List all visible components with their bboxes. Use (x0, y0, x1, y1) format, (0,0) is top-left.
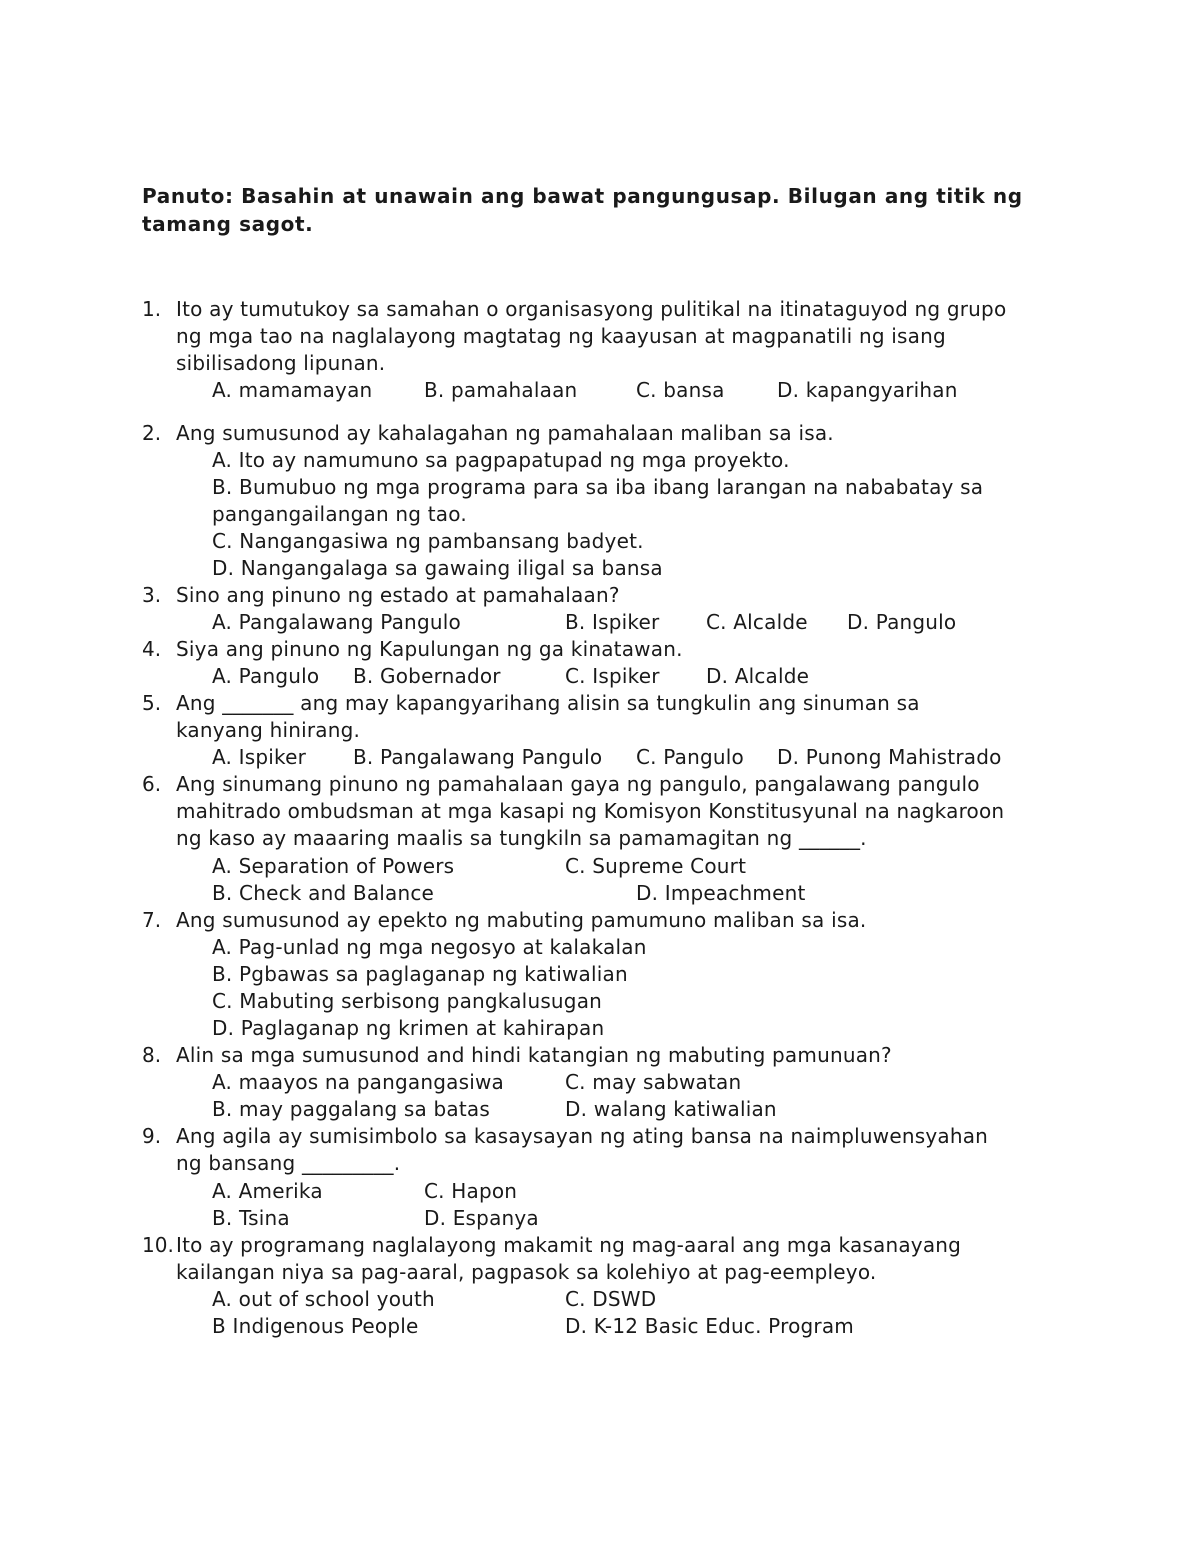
choice: D. walang katiwalian (565, 1097, 777, 1121)
choice: A. Separation of Powers (212, 854, 455, 878)
question-number: 8. (142, 1043, 162, 1067)
choice: D. Alcalde (706, 664, 810, 688)
question-number: 7. (142, 908, 162, 932)
question-number: 3. (142, 583, 162, 607)
choice: B Indigenous People (212, 1314, 419, 1338)
question-number: 5. (142, 691, 162, 715)
choice: B. Ispiker (565, 610, 660, 634)
question-text: Alin sa mga sumusunod and hindi katangian ng mabuting pamunuan? (176, 1043, 892, 1067)
choice: D. kapangyarihan (777, 378, 958, 402)
choice: B. Pgbawas sa paglaganap ng katiwalian (212, 962, 628, 986)
choice: A. Pangulo (212, 664, 320, 688)
choice: A. Pangalawang Pangulo (212, 610, 461, 634)
question-text: Sino ang pinuno ng estado at pamahalaan? (176, 583, 620, 607)
question-text: ng mga tao na naglalayong magtatag ng kaayusan at magpanatili ng isang (176, 324, 946, 348)
question-text: ng kaso ay maaaring maalis sa tungkiln sa pamamagitan ng ______. (176, 826, 867, 850)
question-text: kailangan niya sa pag-aaral, pagpasok sa kolehiyo at pag-eempleyo. (176, 1260, 877, 1284)
choice: A. mamamayan (212, 378, 373, 402)
question-number: 10. (142, 1233, 174, 1257)
choice: B. Tsina (212, 1206, 290, 1230)
question-text: ng bansang _________. (176, 1151, 401, 1175)
question-text: sibilisadong lipunan. (176, 351, 386, 375)
choice: C. Ispiker (565, 664, 660, 688)
choice: C. may sabwatan (565, 1070, 742, 1094)
choice: B. may paggalang sa batas (212, 1097, 491, 1121)
choice: A. maayos na pangangasiwa (212, 1070, 504, 1094)
question-text: Ang agila ay sumisimbolo sa kasaysayan ng ating bansa na naimpluwensyahan (176, 1124, 989, 1148)
question-number: 9. (142, 1124, 162, 1148)
choice: pangangailangan ng tao. (212, 502, 467, 526)
choice: B. Gobernador (353, 664, 501, 688)
question-number: 2. (142, 421, 162, 445)
choice: B. Pangalawang Pangulo (353, 745, 603, 769)
question-text: Ang sumusunod ay epekto ng mabuting pamumuno maliban sa isa. (176, 908, 867, 932)
instructions: Panuto: Basahin at unawain ang bawat pangungusap. Bilugan ang titik ng tamang sagot. (142, 184, 1023, 236)
choice: A. Pag-unlad ng mga negosyo at kalakalan (212, 935, 647, 959)
question-number: 4. (142, 637, 162, 661)
choice: C. Supreme Court (565, 854, 747, 878)
choice: B. pamahalaan (424, 378, 578, 402)
choice: C. Pangulo (636, 745, 744, 769)
question-text: Siya ang pinuno ng Kapulungan ng ga kinatawan. (176, 637, 683, 661)
question-number: 1. (142, 297, 162, 321)
choice: C. Mabuting serbisong pangkalusugan (212, 989, 603, 1013)
choice: D. Paglaganap ng krimen at kahirapan (212, 1016, 605, 1040)
choice: C. bansa (636, 378, 725, 402)
question-text: mahitrado ombudsman at mga kasapi ng Komisyon Konstitusyunal na nagkaroon (176, 799, 1005, 823)
question-text: Ito ay tumutukoy sa samahan o organisasyong pulitikal na itinataguyod ng grupo (176, 297, 1007, 321)
choice: C. Nangangasiwa ng pambansang badyet. (212, 529, 644, 553)
question-text: kanyang hinirang. (176, 718, 361, 742)
choice: D. K-12 Basic Educ. Program (565, 1314, 854, 1338)
question-number: 6. (142, 772, 162, 796)
choice: D. Impeachment (636, 881, 806, 905)
choice: D. Espanya (424, 1206, 539, 1230)
choice: B. Bumubuo ng mga programa para sa iba ibang larangan na nababatay sa (212, 475, 984, 499)
choice: A. Ito ay namumuno sa pagpapatupad ng mga proyekto. (212, 448, 790, 472)
choice: D. Nangangalaga sa gawaing iligal sa bansa (212, 556, 663, 580)
question-text: Ang _______ ang may kapangyarihang alisin sa tungkulin ang sinuman sa (176, 691, 920, 715)
choice: A. Amerika (212, 1179, 323, 1203)
choice: A. Ispiker (212, 745, 307, 769)
question-text: Ito ay programang naglalayong makamit ng mag-aaral ang mga kasanayang (176, 1233, 962, 1257)
choice: C. Alcalde (706, 610, 808, 634)
choice: D. Pangulo (847, 610, 957, 634)
choice: D. Punong Mahistrado (777, 745, 1002, 769)
question-text: Ang sinumang pinuno ng pamahalaan gaya ng pangulo, pangalawang pangulo (176, 772, 980, 796)
choice: C. Hapon (424, 1179, 518, 1203)
choice: B. Check and Balance (212, 881, 435, 905)
choice: A. out of school youth (212, 1287, 435, 1311)
choice: C. DSWD (565, 1287, 657, 1311)
question-text: Ang sumusunod ay kahalagahan ng pamahalaan maliban sa isa. (176, 421, 834, 445)
